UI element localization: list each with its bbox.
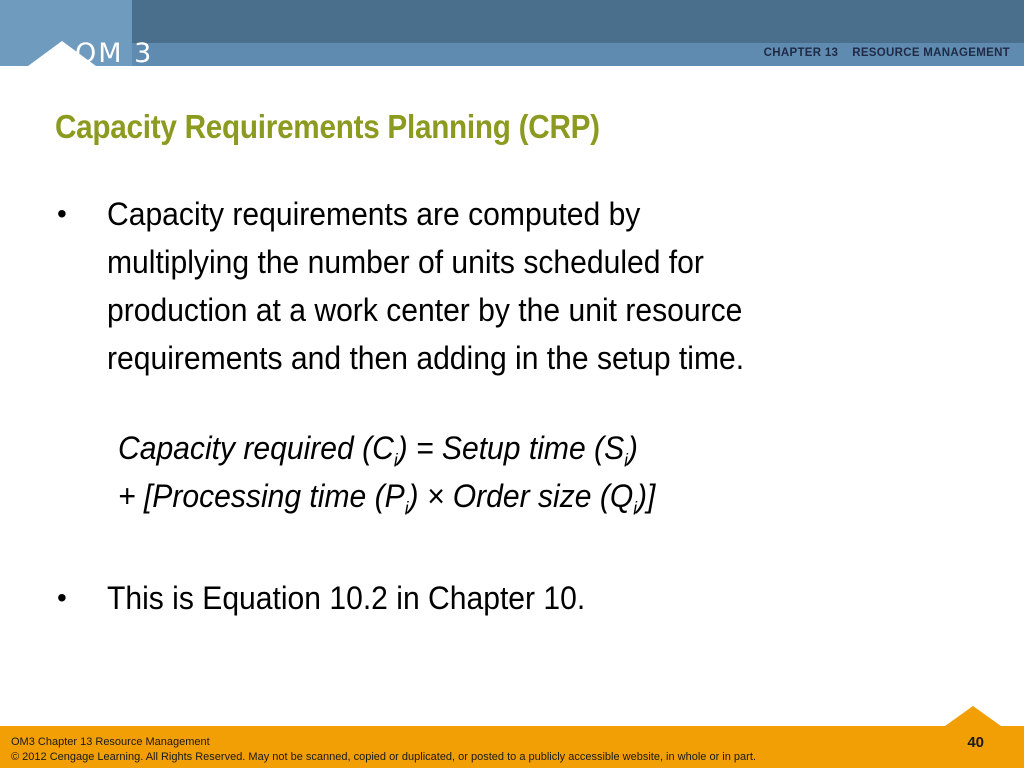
formula-text: ) <box>627 430 638 466</box>
bullet-text <box>107 190 744 382</box>
bullet-line: Capacity requirements are computed by <box>107 196 641 232</box>
header-band <box>0 0 1024 43</box>
subscript: i <box>633 498 638 519</box>
formula-text: ) = Setup time (S <box>397 430 625 466</box>
bullet-line: multiplying the number of units scheduled for <box>107 244 704 280</box>
subscript: i <box>404 498 409 519</box>
subscript: i <box>624 450 628 471</box>
bullet-line: This is Equation 10.2 in Chapter 10. <box>107 580 586 616</box>
formula-text: + [Processing time (P <box>118 478 405 514</box>
formula-text: )] <box>637 478 656 514</box>
bullet-line: requirements and then adding in the setup time. <box>107 340 745 376</box>
logo: OM 3 <box>75 38 154 69</box>
bullet-line: production at a work center by the unit resource <box>107 292 743 328</box>
formula-line-1 <box>118 430 638 471</box>
chapter-label: CHAPTER 13 <box>763 47 839 59</box>
bullet-icon: • <box>57 582 67 613</box>
slide-title: Capacity Requirements Planning (CRP) <box>55 108 600 145</box>
page-number: 40 <box>967 734 984 751</box>
slide-footer <box>0 726 1024 768</box>
bullet-icon: • <box>57 198 67 229</box>
subscript: i <box>393 450 398 471</box>
footer-triangle-icon <box>945 706 1001 726</box>
formula-line-2 <box>118 478 655 519</box>
slide-header <box>0 0 1024 70</box>
footer-copyright: © 2012 Cengage Learning. All Rights Reserved. May not be scanned, copied or duplicated, or posted to a publicly accessible website, in whole or in part. <box>11 751 756 763</box>
footer-course: OM3 Chapter 13 Resource Management <box>11 736 210 748</box>
chapter-title: RESOURCE MANAGEMENT <box>852 47 1010 59</box>
formula-text: ) × Order size (Q <box>408 478 634 514</box>
bullet-text <box>107 574 585 622</box>
formula-text: Capacity required (C <box>118 430 394 466</box>
chapter-heading <box>764 47 1010 59</box>
